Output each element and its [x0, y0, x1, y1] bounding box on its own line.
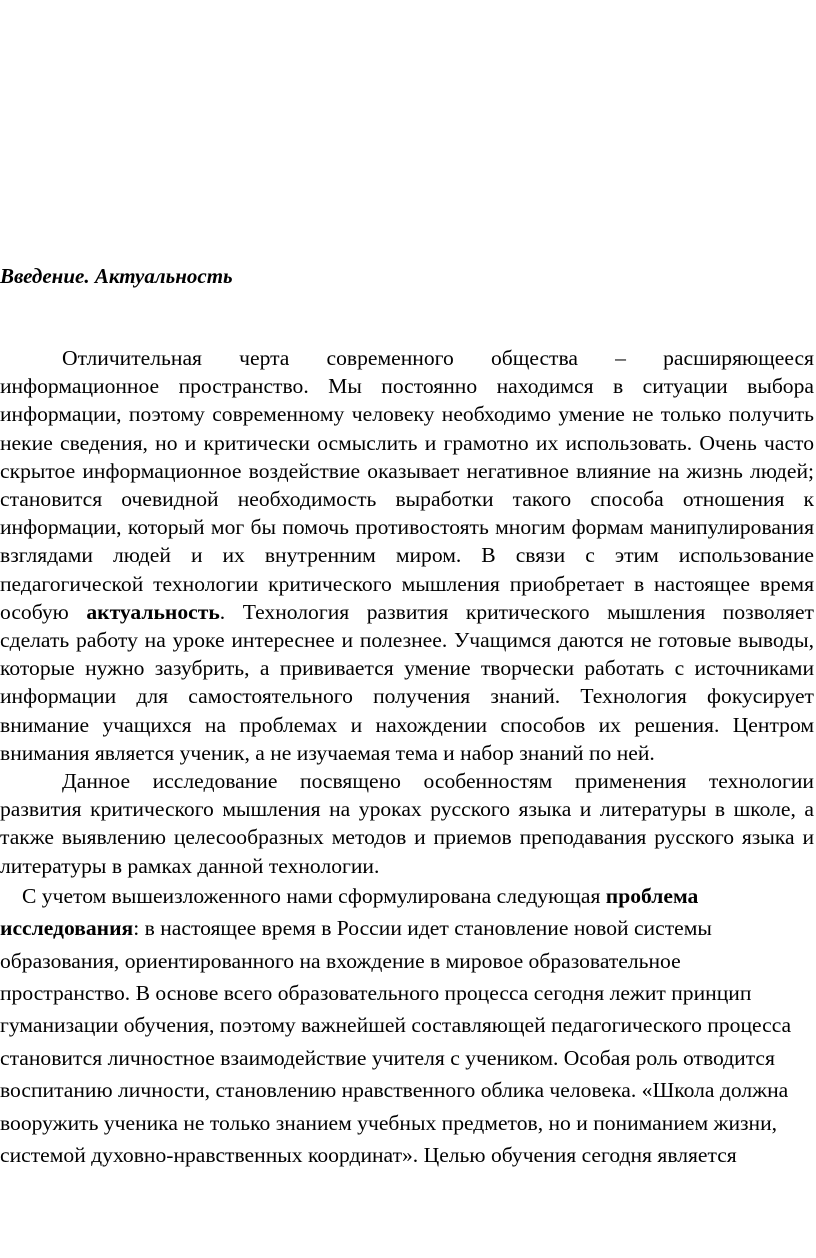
paragraph-relevance: [0, 344, 814, 767]
section-heading: Введение. Актуальность: [0, 264, 233, 288]
bold-term-relevance: актуальность: [86, 599, 220, 624]
paragraph-text: : в настоящее время в России идет становление новой системы образования, ориентированного на вхождение в мировое образовательное пространство. В основе всего образовательного процесса сегодня лежит принцип гуманизации обучения, поэтому важнейшей составляющей педагогического процесса становится личностное взаимодействие учителя с учеником. Особая роль отводится воспитанию личности, становлению нравственного облика человека. «Школа должна вооружить ученика не только знанием учебных предметов, но и пониманием жизни, системой духовно-нравственных координат». Целью обучения сегодня является: [0, 916, 792, 1168]
paragraph-study-topic: Данное исследование посвящено особенностям применения технологии развития критического мышления на уроках русского языка и литературы в школе, а также выявлению целесообразных методов и приемов преподавания русского языка и литературы в рамках данной технологии.: [0, 769, 814, 878]
paragraph-research-problem: [0, 880, 814, 1172]
document-body: [0, 344, 814, 1172]
paragraph-text: . Технология развития критического мышления позволяет сделать работу на уроке интереснее и полезнее. Учащимся даются не готовые выводы, которые нужно зазубрить, а прививается умение творчески работать с источниками информации для самостоятельного получения знаний. Технология фокусирует внимание учащихся на проблемах и нахождении способов их решения. Центром внимания является ученик, а не изучаемая тема и набор знаний по ней.: [0, 599, 814, 765]
bold-term-research-problem: проблема исследования: [0, 883, 699, 941]
paragraph-text: С учетом вышеизложенного нами сформулирована следующая: [22, 883, 606, 908]
paragraph-text: Отличительная черта современного общества – расширяющееся информационное пространство. Мы постоянно находимся в ситуации выбора информации, поэтому современному человеку необходимо умение не только получить некие сведения, но и критически осмыслить и грамотно их использовать. Очень часто скрытое информационное воздействие оказывает негативное влияние на жизнь людей; становится очевидной необходимость выработки такого способа отношения к информации, который мог бы помочь противостоять многим формам манипулирования взглядами людей и их внутренним миром. В связи с этим использование педагогической технологии критического мышления приобретает в настоящее время особую: [0, 346, 814, 624]
